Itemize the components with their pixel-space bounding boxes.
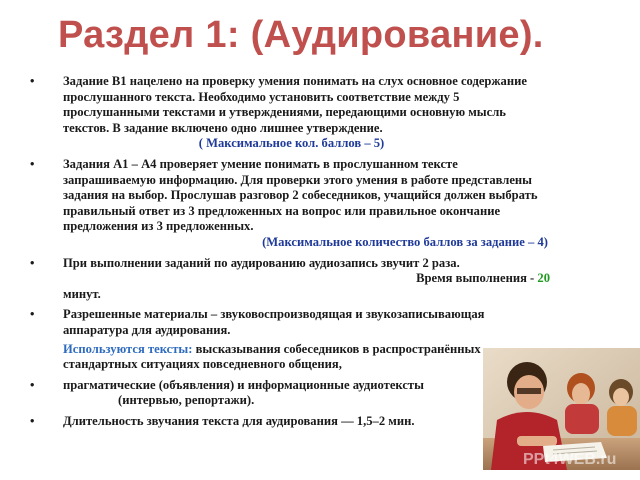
texts-used-text: высказывания собеседников в распространённых стандартных ситуациях повседневного общения, bbox=[63, 341, 481, 372]
bullet-icon: • bbox=[30, 74, 35, 88]
list-item bbox=[30, 414, 550, 430]
item-text: Разрешенные материалы – звуковоспроизводящая и звукозаписывающая аппаратура для аудирования. bbox=[63, 307, 485, 337]
content-list bbox=[30, 74, 550, 434]
item-text: Длительность звучания текста для аудирования — 1,5–2 мин. bbox=[63, 413, 415, 428]
texts-used-label: Используются тексты: bbox=[63, 341, 193, 356]
item-text: Задание В1 нацелено на проверку умения понимать на слух основное содержание прослушанного текста. Необходимо установить соответствие между 5 прослушанными текстами и утверждениями, передающими основную мысль текстов. В задание включено одно лишнее утверждение. bbox=[63, 74, 527, 135]
bullet-icon: • bbox=[30, 255, 35, 270]
bullet-icon: • bbox=[30, 156, 35, 171]
texts-used bbox=[30, 342, 550, 373]
bullet-icon: • bbox=[30, 413, 35, 428]
page-title: Раздел 1: (Аудирование). bbox=[58, 14, 544, 56]
bullet-icon: • bbox=[30, 377, 35, 392]
time-line bbox=[63, 271, 550, 287]
item-sub: (интервью, репортажи). bbox=[118, 393, 255, 408]
students-photo bbox=[483, 348, 640, 470]
time-label: Время выполнения - bbox=[416, 271, 535, 286]
time-value: 20 bbox=[537, 271, 550, 286]
list-item bbox=[30, 378, 550, 409]
list-item bbox=[30, 157, 550, 251]
time-unit: минут. bbox=[63, 286, 101, 301]
bullet-icon: • bbox=[30, 307, 35, 322]
item-text: Задания А1 – А4 проверяет умение понимать в прослушанном тексте запрашиваемую информацию. Для проверки этого умения в работе представлены задания на выбор. Прослушав разговор 2 собеседников, учащийся должен выбрать правильный ответ из 3 предложенных на вопрос или правильное окончание предложения из 3 предложенных. bbox=[63, 156, 538, 234]
list-item bbox=[30, 256, 550, 303]
item-text: При выполнении заданий по аудированию аудиозапись звучит 2 раза. bbox=[63, 255, 460, 270]
item-text: прагматические (объявления) и информационные аудиотексты bbox=[63, 377, 424, 392]
item-note: (Максимальное количество баллов за задание – 4) bbox=[262, 234, 548, 249]
svg-text:PPt4WEB.ru: PPt4WEB.ru bbox=[523, 451, 617, 468]
list-item bbox=[30, 74, 550, 152]
item-note: ( Максимальное кол. баллов – 5) bbox=[198, 136, 385, 151]
list-item bbox=[30, 307, 550, 338]
